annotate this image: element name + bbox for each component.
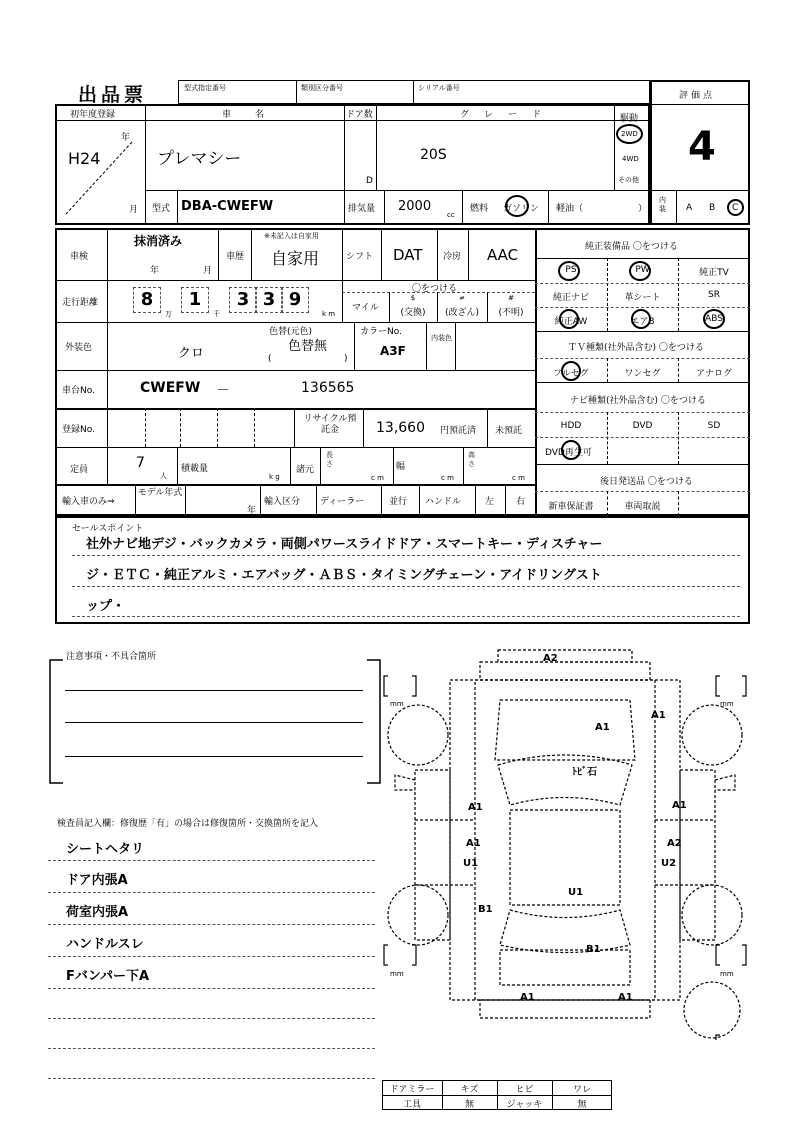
- displacement-unit: cc: [447, 211, 455, 219]
- sales-line-1: 社外ナビ地デジ・バックカメラ・両側パワースライドドア・スマートキー・ディスチャー: [86, 537, 603, 552]
- dvd-play: DVD再生可: [545, 448, 592, 458]
- inspector-line-1: シートヘタリ: [66, 842, 145, 857]
- shaken-year-unit: 年: [150, 266, 160, 276]
- mark-u2-right: U2: [661, 858, 677, 869]
- width-label: 幅: [396, 462, 406, 472]
- legend-h-mirror: ドアミラー: [389, 1085, 435, 1095]
- chassis-label: 車台No.: [62, 386, 95, 396]
- colorno-label: カラーNo.: [360, 327, 402, 337]
- interior-opt-a: A: [686, 203, 693, 213]
- mileage-digit-4: 3: [255, 287, 283, 313]
- reg-no-label: 登録No.: [62, 425, 95, 435]
- later-warranty: 新車保証書: [548, 502, 594, 512]
- doors-label: ドア数: [346, 110, 373, 120]
- car-name-value: プレマシー: [157, 149, 242, 169]
- handle-right: 右: [516, 497, 526, 507]
- displacement-label: 排気量: [348, 204, 376, 214]
- color-change-label: 色替(元色): [269, 327, 313, 337]
- later-title: 後日発送品 〇をつける: [600, 477, 693, 487]
- chassis-prefix: CWEFW: [140, 380, 201, 396]
- model-year-label: モデル年式: [137, 488, 183, 498]
- color-change-value: 色替無: [288, 339, 328, 354]
- mark-a1-door-left: A1: [468, 802, 483, 813]
- mark-a1-rear-bumper-left: A1: [520, 992, 535, 1003]
- equip-pw: PW: [635, 265, 650, 275]
- mark-u1-left: U1: [463, 858, 479, 869]
- fuel-close-paren: ）: [638, 204, 648, 214]
- drive-opt-2wd: 2WD: [621, 130, 638, 138]
- mm-front-left: mm: [390, 700, 404, 708]
- mileage-man: 万: [165, 310, 172, 318]
- shift-value: DAT: [393, 246, 423, 264]
- legend-h-scratch: キズ: [460, 1085, 479, 1095]
- shift-label: シフト: [346, 252, 374, 262]
- capacity-label: 定員: [70, 465, 89, 475]
- import-dealer: ディーラー: [320, 497, 365, 507]
- type-value: DBA-CWEFW: [181, 199, 274, 214]
- recycle-value: 13,660: [376, 420, 425, 436]
- header-id-row: [178, 80, 650, 104]
- import-type-label: 輸入区分: [264, 497, 301, 507]
- first-reg-month-unit: 月: [129, 205, 139, 215]
- int-color-label: 内装色: [431, 334, 452, 342]
- mileage-circle-note: 〇をつける: [412, 284, 458, 294]
- mileage-digit-1: 8: [133, 287, 161, 313]
- fuel-light-oil: 軽油（: [556, 204, 584, 214]
- equip-navi: 純正ナビ: [552, 293, 589, 303]
- tv-fullseg-circle: [561, 361, 581, 381]
- mile-opt-mile: マイル: [352, 303, 379, 313]
- inspector-line-5: Fバンパー下A: [66, 969, 150, 984]
- legend-v-jack: ジャッキ: [506, 1100, 543, 1110]
- import-only-label: 輸入車のみ⇒: [62, 497, 115, 507]
- equip-aw: 純正AW: [554, 317, 588, 327]
- navi-hdd: HDD: [560, 421, 582, 431]
- type-label: 型式: [152, 204, 171, 214]
- fuel-gasoline: ガソリン: [503, 204, 540, 214]
- equip-airbag: エアB: [630, 317, 655, 327]
- equip-airbag-circle: [631, 309, 651, 329]
- equip-tv: 純正TV: [699, 268, 729, 278]
- equip-abs: ABS: [705, 314, 723, 324]
- inspector-line-2: ドア内張A: [66, 873, 128, 888]
- grade-label: グ レ ー ド: [460, 110, 545, 120]
- load-label: 積載量: [181, 464, 209, 474]
- interior-opt-c: C: [732, 203, 739, 213]
- mile-opt-exchange: (交換): [400, 308, 426, 318]
- interior-opt-b: B: [709, 203, 716, 213]
- sales-point-label: セールスポイント: [72, 524, 144, 534]
- interior-c-circle: [727, 199, 744, 216]
- tv-title: ＴＶ種類(社外品含む) 〇をつける: [568, 343, 704, 353]
- inspector-line-4: ハンドルスレ: [66, 937, 144, 952]
- shaken-month-unit: 月: [203, 266, 213, 276]
- equip-pw-circle: [629, 261, 651, 281]
- equip-ps: PS: [565, 265, 577, 275]
- doors-suffix: D: [366, 176, 373, 186]
- recycle-not: 未預託: [495, 426, 523, 436]
- mark-a1-door-right: A1: [672, 800, 687, 811]
- sales-line-2: ジ・ＥＴＣ・純正アルミ・エアバッグ・ＡＢＳ・タイミングチェーン・アイドリングスト: [86, 568, 602, 583]
- first-reg-value: H24: [68, 149, 101, 168]
- notes-label: 注意事項・不具合箇所: [66, 652, 157, 662]
- serial-no-label: シリアル番号: [418, 84, 460, 92]
- colorno-value: A3F: [380, 344, 406, 358]
- handle-label: ハンドル: [425, 497, 462, 507]
- mileage-label: 走行距離: [62, 298, 99, 308]
- mark-a2-right: A2: [667, 838, 682, 849]
- chassis-number: 136565: [301, 380, 355, 396]
- fuel-gas-circle: [505, 195, 529, 217]
- ac-label: 冷房: [443, 252, 462, 262]
- navi-sd: SD: [707, 421, 721, 431]
- legend-v-jack-none: 無: [577, 1100, 587, 1110]
- model-year-unit: 年: [247, 506, 257, 516]
- equip-leather: 革シート: [624, 293, 661, 303]
- legend-h-break: ワレ: [572, 1085, 591, 1095]
- capacity-value: 7: [136, 455, 145, 471]
- first-reg-year-unit: 年: [121, 133, 131, 143]
- height-label: 高さ: [468, 451, 475, 468]
- document-title: 出品票: [78, 84, 148, 106]
- mm-rear-right: mm: [720, 970, 734, 978]
- capacity-unit: 人: [160, 472, 167, 480]
- legend-v-tools: 工具: [402, 1100, 421, 1110]
- model-no-label: 型式指定番号: [184, 84, 226, 92]
- history-value: 自家用: [271, 249, 320, 268]
- equip-ps-circle: [558, 261, 580, 281]
- mile-opt-unknown: (不明): [498, 308, 524, 318]
- inspector-line-3: 荷室内張A: [66, 905, 129, 920]
- equip-sr: SR: [708, 290, 720, 300]
- mileage-digit-2: 1: [181, 287, 209, 313]
- handle-left: 左: [485, 497, 495, 507]
- dimensions-label: 諸元: [296, 465, 315, 475]
- inspector-label: 検査員記入欄：修復歴「有」の場合は修復箇所・交換箇所を記入: [57, 819, 319, 829]
- mile-opt-unknown-sym: #: [508, 294, 514, 302]
- fuel-label: 燃料: [470, 204, 489, 214]
- history-note: ※未記入は自家用: [264, 232, 319, 240]
- legend-h-crack: ヒビ: [515, 1085, 534, 1095]
- displacement-value: 2000: [398, 199, 432, 214]
- score-value: 4: [688, 124, 716, 170]
- navi-title: ナビ種類(社外品含む) 〇をつける: [570, 396, 706, 406]
- mark-a2-front: A2: [543, 653, 558, 664]
- first-reg-label: 初年度登録: [70, 110, 116, 120]
- first-reg-slash: [62, 140, 137, 218]
- equip-aw-circle: [559, 309, 579, 329]
- score-label: 評価点: [679, 91, 716, 101]
- drive-2wd-circle: [616, 124, 643, 144]
- length-cm: c m: [371, 474, 384, 482]
- dvd-play-circle: [561, 440, 581, 460]
- mileage-km: k m: [322, 310, 336, 318]
- ac-value: AAC: [487, 246, 519, 264]
- sales-line-3: ップ・: [86, 599, 126, 614]
- color-paren-close: ): [344, 354, 348, 364]
- color-label: 外装色: [65, 343, 93, 353]
- import-parallel: 並行: [389, 497, 408, 507]
- tv-analog: アナログ: [695, 369, 732, 379]
- drive-label: 駆動: [620, 114, 639, 124]
- height-cm: c m: [512, 474, 525, 482]
- mileage-digit-5: 9: [281, 287, 309, 313]
- mark-a1-fender-right: A1: [651, 710, 666, 721]
- grade-value: 20S: [420, 147, 447, 163]
- width-cm: c m: [441, 474, 454, 482]
- tv-fullseg: フルセグ: [553, 369, 589, 379]
- history-label: 車歴: [226, 252, 245, 262]
- tv-oneseg: ワンセグ: [624, 369, 661, 379]
- chassis-dash: －: [216, 383, 230, 399]
- mm-rear-left: mm: [390, 970, 404, 978]
- mileage-digit-3: 3: [229, 287, 257, 313]
- interior-grade-label: 内装: [659, 196, 666, 213]
- length-label: 長さ: [326, 451, 333, 468]
- mark-b1-rear: B1: [586, 944, 601, 955]
- recycle-unit: 円預託済: [440, 426, 477, 436]
- color-paren-open: (: [268, 354, 272, 364]
- mm-front-right: mm: [720, 700, 734, 708]
- mile-opt-exchange-sym: $: [410, 294, 416, 302]
- class-no-label: 類別区分番号: [301, 84, 343, 92]
- mark-u1-roof: U1: [568, 887, 584, 898]
- mile-opt-tamper: (改ざん): [444, 308, 480, 318]
- car-name-label: 車 名: [222, 110, 267, 120]
- equip-abs-circle: [703, 309, 725, 329]
- mark-a1-rear-door-left: A1: [466, 838, 481, 849]
- later-manual: 車両取説: [624, 502, 661, 512]
- shaken-value: 抹消済み: [134, 234, 183, 248]
- mark-stone-chip: ﾄﾋﾞ石: [572, 767, 597, 778]
- equip-title: 純正装備品 〇をつける: [585, 242, 678, 252]
- recycle-label: リサイクル預託金: [303, 414, 357, 435]
- mark-b1-left: B1: [478, 904, 493, 915]
- car-damage-diagram: [380, 640, 750, 1040]
- mileage-sen: 千: [213, 310, 220, 318]
- legend-v-tools-none: 無: [464, 1100, 474, 1110]
- mark-a1-rear-bumper-right: A1: [618, 992, 633, 1003]
- mark-a1-hood: A1: [595, 722, 610, 733]
- color-value: クロ: [178, 346, 205, 361]
- drive-opt-4wd: 4WD: [622, 155, 639, 163]
- shaken-label: 車検: [70, 252, 89, 262]
- mile-opt-tamper-sym: ≠: [459, 294, 465, 302]
- drive-opt-other: その他: [618, 176, 639, 184]
- load-unit: k g: [269, 473, 280, 481]
- navi-dvd: DVD: [632, 421, 653, 431]
